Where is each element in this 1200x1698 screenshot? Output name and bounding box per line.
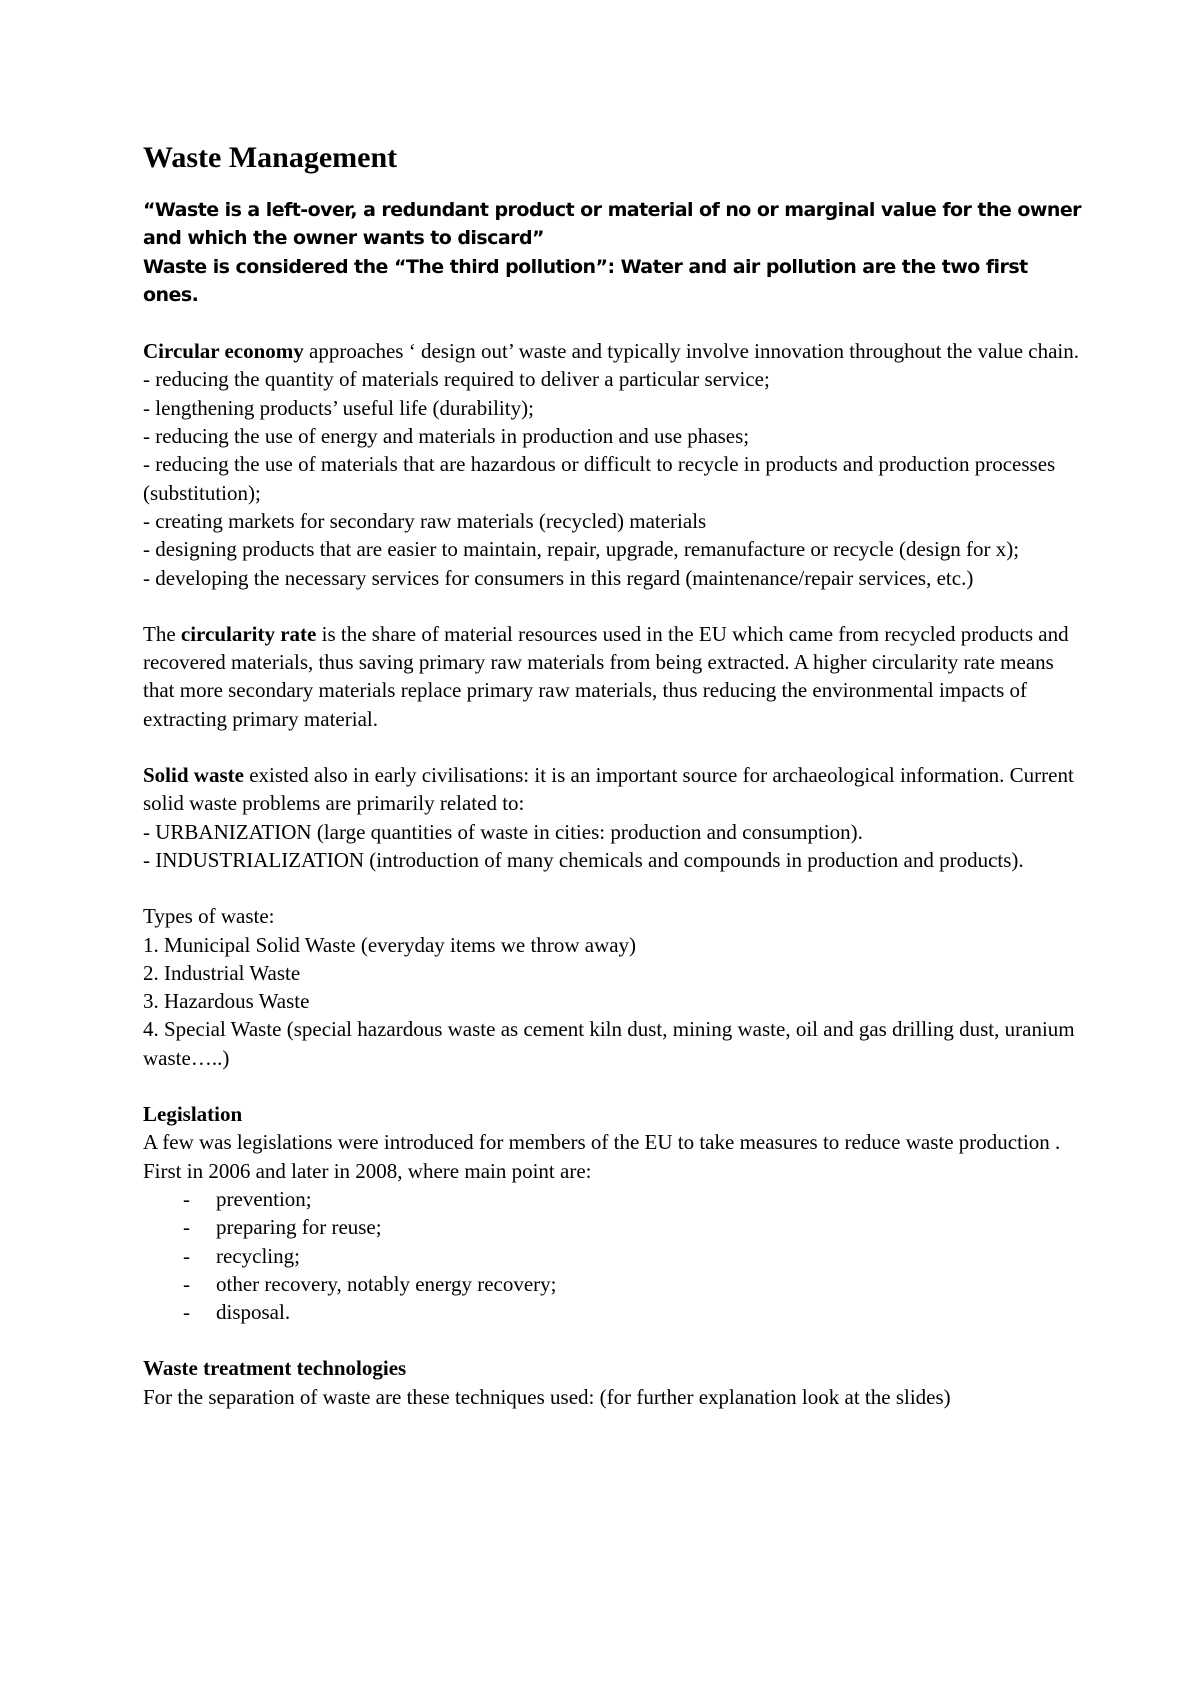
list-item: - disposal. [183, 1300, 291, 1325]
list-item: - preparing for reuse; [183, 1215, 382, 1240]
circularity-rate-text: is the share of material resources used in the EU which came from recycled products and recovered materials, thus saving primary raw materials from being extracted. A higher circularity rate means that more secondary materials replace primary raw materials, thus reducing the environmental impacts of extracting primary material. [143, 621, 1069, 731]
list-item: - recycling; [183, 1243, 300, 1268]
page-title: Waste Management [143, 141, 398, 174]
list-item: - lengthening products’ useful life (durability); [143, 395, 534, 420]
types-heading: Types of waste: [143, 904, 275, 929]
circularity-rate-paragraph [143, 620, 1088, 733]
third-pollution-statement: Waste is considered the “The third pollution”: Water and air pollution are the two first ones. [143, 255, 1028, 306]
circular-economy-intro [143, 337, 1088, 365]
list-item: - developing the necessary services for consumers in this regard (maintenance/repair services, etc.) [143, 565, 974, 590]
solid-waste-text: existed also in early civilisations: it is an important source for archaeological information. Current solid waste problems are primarily related to: [143, 763, 1074, 816]
treatment-text: For the separation of waste are these techniques used: (for further explanation look at the slides) [143, 1384, 951, 1409]
list-item: - URBANIZATION (large quantities of waste in cities: production and consumption). [143, 819, 863, 844]
document-page [143, 140, 1088, 1411]
list-item: - creating markets for secondary raw materials (recycled) materials [143, 508, 707, 533]
circular-economy-list [143, 365, 1088, 591]
circularity-prefix: The [143, 621, 181, 646]
circular-economy-text: approaches ‘ design out’ waste and typically involve innovation throughout the value chain. [303, 339, 1080, 364]
treatment-heading: Waste treatment technologies [143, 1356, 407, 1381]
legislation-list [143, 1185, 1088, 1326]
list-item: - reducing the use of energy and materials in production and use phases; [143, 424, 750, 449]
list-item: 4. Special Waste (special hazardous waste as cement kiln dust, mining waste, oil and gas drilling dust, uranium waste…..) [143, 1017, 1075, 1070]
circularity-rate-term: circularity rate [180, 621, 317, 646]
list-item: - other recovery, notably energy recovery; [183, 1271, 557, 1296]
list-item: - INDUSTRIALIZATION (introduction of many chemicals and compounds in production and products). [143, 847, 1024, 872]
list-item: 1. Municipal Solid Waste (everyday items we throw away) [143, 932, 637, 957]
legislation-text: A few was legislations were introduced for members of the EU to take measures to reduce waste production . First in 2006 and later in 2008, where main point are: [143, 1130, 1061, 1183]
solid-waste-term: Solid waste [143, 763, 244, 788]
circular-economy-term: Circular economy [143, 339, 304, 364]
list-item: 3. Hazardous Waste [143, 989, 310, 1014]
list-item: - reducing the use of materials that are hazardous or difficult to recycle in products and production processes (substitution); [143, 452, 1056, 505]
list-item: - reducing the quantity of materials required to deliver a particular service; [143, 367, 770, 392]
list-item: 2. Industrial Waste [143, 960, 301, 985]
legislation-heading: Legislation [143, 1102, 243, 1127]
waste-definition-quote: “Waste is a left-over, a redundant product or material of no or marginal value for the owner and which the owner wants to discard” [143, 199, 1081, 250]
list-item: - prevention; [183, 1186, 312, 1211]
list-item: - designing products that are easier to maintain, repair, upgrade, remanufacture or recycle (design for x); [143, 537, 1020, 562]
solid-waste-paragraph [143, 761, 1088, 818]
